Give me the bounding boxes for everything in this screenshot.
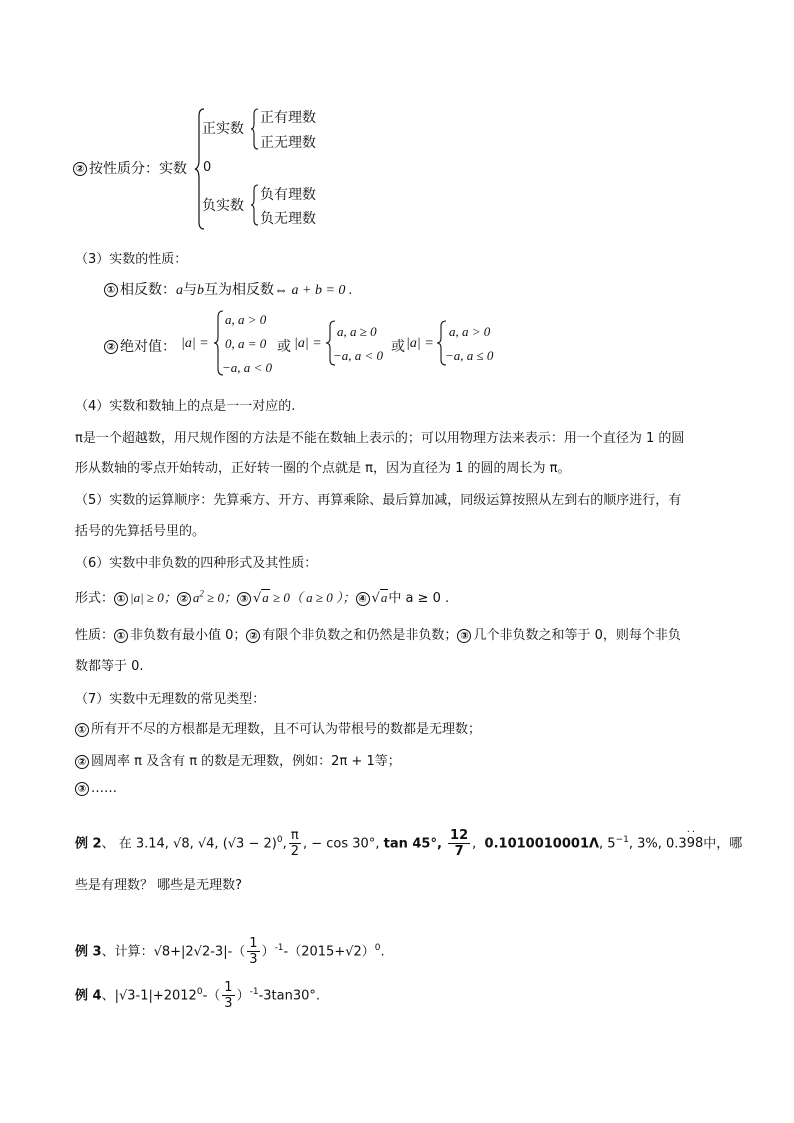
pos-brace-icon (251, 108, 259, 150)
sec4-title: （4）实数和数轴上的点是一一对应的. (75, 399, 296, 414)
pos-irrational-label: 正无理数 (260, 135, 316, 151)
sec6-form-row: 形式： ① |a| ≥ 0； ② $a^2 \ge 0$； ③ √a ≥ 0（ a ≥ 0 ）； ④ √a中 a ≥ 0 . (75, 588, 450, 606)
abs-label-row: ② 绝对值： (104, 336, 176, 356)
abs-case-3b: −a, a ≤ 0 (445, 348, 494, 363)
sqrt-icon: √ (252, 591, 262, 606)
repeating-decimal: 98 ·· (686, 827, 704, 852)
ex2-label: 例 2 (75, 836, 102, 852)
abs-case-3a: a, a > 0 (449, 324, 491, 339)
pos-rational-label: 正有理数 (260, 110, 316, 126)
circled-two-icon: ② (104, 340, 118, 354)
sec6-title: （6）实数中非负数的四种形式及其性质： (75, 556, 318, 571)
sec7-item3-row: ③ …… (75, 781, 117, 796)
sec5-line2: 括号的先算括号里的。 (75, 524, 206, 539)
ex3-row: 例 3、计算：√8+|2√2-3|-（ $\frac{1}{3}$ ）$^{-1}-(2015+√2)^0$. (75, 936, 385, 968)
circled-two-icon: ② (246, 629, 260, 643)
or-text-1: 或 (277, 339, 291, 355)
circled-two-icon: ② (75, 755, 89, 769)
classify-label-row (73, 158, 187, 178)
sec7-title: （7）实数中无理数的常见类型： (75, 692, 266, 707)
fraction: $\frac{1}{3}$ (224, 980, 233, 1012)
circled-two-icon: ② (177, 592, 191, 606)
circled-two-icon: ② (73, 162, 87, 176)
abs-lhs-1: |a| = (181, 336, 209, 351)
abs-lhs-3: |a| = (406, 336, 434, 351)
ex4-label: 例 4 (75, 988, 102, 1004)
pos-real-label: 正实数 (202, 121, 244, 137)
classify-label: 按性质分：实数 (89, 161, 187, 177)
circled-one-icon: ① (114, 592, 128, 606)
sec7-item2-row: ② 圆周率 π 及含有 π 的数是无理数，例如：2π + 1等； (75, 750, 401, 769)
abs-case-1a: a, a > 0 (225, 312, 267, 327)
sec7-item1-row: ① 所有开不尽的方根都是无理数，且不可认为带根号的数都是无理数； (75, 718, 481, 737)
sec6-prop-row: 性质： ① 非负数有最小值 0； ② 有限个非负数之和仍然是非负数； ③ 几个非负数之和等于 0，则每个非负 (75, 628, 681, 643)
repeat-dots-icon: ·· (686, 827, 698, 839)
ex2-line2: 些是有理数？ 哪些是无理数? (75, 878, 243, 893)
ex4-row: 例 4、$|√3-1|+2012^0-$（ $\frac{1}{3}$ ）$^{-1}$-3tan30°. (75, 980, 321, 1012)
fraction: $\frac{12}{7}$ (450, 828, 469, 860)
neg-rational-label: 负有理数 (260, 187, 316, 203)
circled-three-icon: ③ (75, 782, 89, 796)
neg-brace-icon (251, 184, 259, 226)
sec6-prop-line2: 数都等于 0. (75, 659, 144, 674)
abs-case-2a: a, a ≥ 0 (337, 324, 377, 339)
sec5-line1: （5）实数的运算顺序：先算乘方、开方、再算乘除、最后算加减，同级运算按照从左到右的顺序进行，有 (75, 493, 682, 508)
circled-three-icon: ③ (237, 592, 251, 606)
ex3-label: 例 3 (75, 944, 102, 960)
sec4-line1: π是一个超越数，用尺规作图的方法是不能在数轴上表示的；可以用物理方法来表示：用一个直径为 1 的圆 (75, 431, 685, 446)
sec4-line2: 形从数轴的零点开始转动，正好转一圈的个点就是 π，因为直径为 1 的圆的周长为 π。 (75, 461, 571, 476)
abs-case-1b: 0, a = 0 (225, 336, 267, 351)
abs-case-1c: −a, a < 0 (222, 360, 273, 375)
fraction: $\frac{\pi}{2}$ (290, 828, 299, 860)
neg-real-label: 负实数 (202, 198, 244, 214)
abs-case-2b: −a, a < 0 (333, 348, 384, 363)
or-text-2: 或 (391, 339, 405, 355)
circled-one-icon: ① (75, 723, 89, 737)
fraction: $\frac{1}{3}$ (249, 936, 258, 968)
ex2-row: 例 2、 在 3.14, √8, √4, $(√3 - 2)^0$, $\frac{\pi}{2}$ , − cos 30°, tan 45°, $\frac{12}{7}$ , 0.1010010001Λ, $5^{-1}$, 3%, 0.398 ·· 中，哪 (75, 820, 742, 864)
circled-one-icon: ① (114, 629, 128, 643)
neg-irrational-label: 负无理数 (260, 211, 316, 227)
zero-label: 0 (203, 160, 212, 175)
opposite-row: ① 相反数：a与b互为相反数⇔ a + b = 0 . (104, 279, 352, 299)
circled-one-icon: ① (104, 283, 118, 297)
sec3-title: （3）实数的性质： (75, 252, 188, 267)
circled-three-icon: ③ (457, 629, 471, 643)
circled-four-icon: ④ (356, 592, 370, 606)
sqrt-icon: √ (371, 591, 380, 606)
abs-lhs-2: |a| = (294, 336, 322, 351)
